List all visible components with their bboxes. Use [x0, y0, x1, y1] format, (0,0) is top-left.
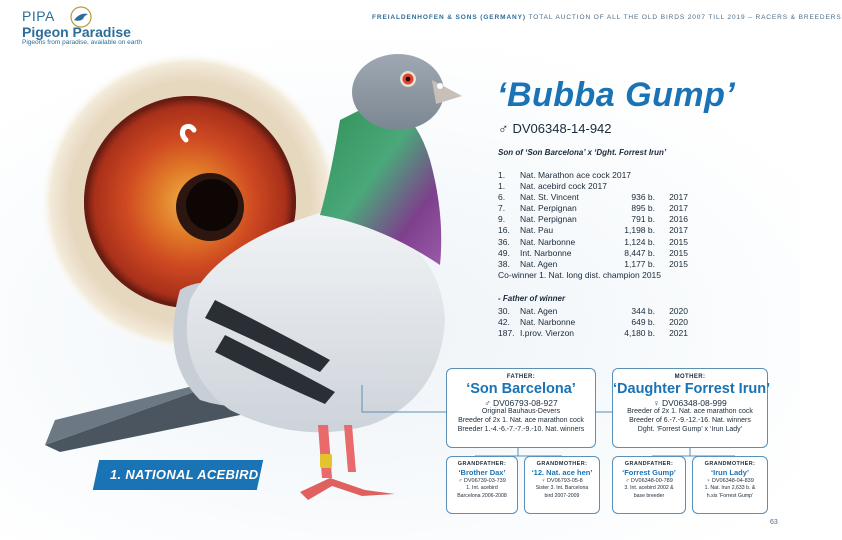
- result-row: [498, 248, 688, 259]
- result-race: Nat. St. Vincent: [520, 192, 579, 203]
- grandparent-label: GRANDMOTHER:: [704, 461, 756, 467]
- result-rank: 38.: [498, 258, 510, 269]
- result-rank: 16.: [498, 225, 510, 236]
- result-year: 2017: [669, 192, 688, 203]
- female-symbol-icon: ♀: [541, 478, 546, 484]
- result-year: 2020: [669, 317, 688, 328]
- father-of-winner-heading: - Father of winner: [498, 294, 566, 303]
- grandparent-label: GRANDMOTHER:: [536, 461, 588, 467]
- maternal-grandfather-card[interactable]: [612, 456, 686, 514]
- result-race: Int. Narbonne: [520, 247, 572, 258]
- male-symbol-icon: ♂: [458, 478, 463, 484]
- result-row: [498, 259, 688, 270]
- father-note: Breeder 1.-4.-6.-7.-7.-9.-10. Nat. winners: [457, 425, 585, 433]
- header-breeder: FREIALDENHOFEN & SONS (GERMANY): [372, 14, 526, 21]
- result-year: 2016: [669, 214, 688, 225]
- grandparent-ring: [447, 478, 517, 484]
- grandparent-name: ‘Brother Dax’: [458, 468, 506, 477]
- grandparent-label: GRANDFATHER:: [457, 461, 507, 467]
- result-birds: 649 b.: [631, 317, 655, 328]
- result-race: Nat. Marathon ace cock 2017: [520, 170, 632, 180]
- result-race: I.prov. Vierzon: [520, 328, 575, 339]
- result-rank: 1.: [498, 170, 506, 180]
- result-race: Nat. Agen: [520, 258, 558, 269]
- mother-note: Dght. ‘Forrest Gump’ x ‘Irun Lady’: [637, 425, 743, 433]
- result-race: Nat. Pau: [520, 225, 554, 236]
- mother-ring: [613, 398, 767, 408]
- bird-ring-line: [498, 120, 612, 136]
- result-year: 2015: [669, 258, 688, 269]
- page-number: 63: [770, 519, 778, 526]
- result-year: 2020: [669, 306, 688, 316]
- result-row: [498, 317, 688, 328]
- grandparent-ring-number: DV06793-05-8: [546, 478, 583, 484]
- result-row: [498, 192, 688, 203]
- logo-name: Pigeon Paradise: [22, 24, 131, 40]
- result-year: 2015: [669, 236, 688, 247]
- result-year: 2015: [669, 247, 688, 258]
- bird-ring-number: DV06348-14-942: [512, 121, 612, 136]
- result-race: Nat. Perpignan: [520, 203, 577, 214]
- grandparent-ring: [613, 478, 685, 484]
- father-ring: [447, 398, 595, 408]
- grandparent-name: ‘Irun Lady’: [711, 468, 749, 477]
- mother-label: MOTHER:: [674, 374, 706, 380]
- father-note: Breeder of 2x 1. Nat. ace marathon cock: [458, 416, 584, 424]
- grandparent-note: Barcelona 2006-2008: [457, 492, 507, 499]
- grandparent-note: 1. Int. acebird: [466, 485, 498, 491]
- male-symbol-icon: ♂: [484, 398, 491, 408]
- grandparent-ring: [525, 478, 599, 484]
- male-symbol-icon: ♂: [498, 120, 509, 136]
- grandparent-note: 3. Int. acebird 2002 &: [624, 485, 674, 491]
- result-row: [498, 181, 688, 192]
- result-rank: 30.: [498, 306, 510, 316]
- result-birds: 344 b.: [631, 306, 655, 316]
- female-symbol-icon: ♀: [653, 398, 660, 408]
- parentage-line: Son of ‘Son Barcelona’ x ‘Dght. Forrest Irun’: [498, 148, 667, 157]
- result-race: Nat. acebird cock 2017: [520, 181, 607, 192]
- result-year: 2017: [669, 225, 688, 236]
- result-race: Nat. Narbonne: [520, 236, 576, 247]
- grandparent-ring-number: DV06348-04-839: [711, 478, 754, 484]
- mother-name: ‘Daughter Forrest Irun’: [613, 381, 771, 397]
- grandparent-note: h.sis ‘Forrest Gump’: [706, 492, 754, 499]
- result-birds: 791 b.: [631, 214, 655, 225]
- mother-card[interactable]: [612, 368, 771, 448]
- male-symbol-icon: ♂: [625, 478, 630, 484]
- result-rank: 9.: [498, 214, 506, 225]
- mother-note: Breeder of 6.-7.-9.-12.-16. Nat. winners: [629, 416, 751, 424]
- mother-note: Breeder of 2x 1. Nat. ace marathon cock: [627, 408, 753, 415]
- paternal-grandfather-card[interactable]: [446, 456, 518, 514]
- header-auction: TOTAL AUCTION OF ALL THE OLD BIRDS 2007 TILL 2019 – RACERS & BREEDERS: [528, 14, 842, 21]
- grandparent-label: GRANDFATHER:: [624, 461, 674, 467]
- result-row: [498, 306, 688, 317]
- offspring-results: [498, 306, 688, 339]
- result-birds: 895 b.: [631, 203, 655, 214]
- result-rank: 7.: [498, 203, 506, 214]
- logo-brand: PIPA: [22, 8, 55, 24]
- result-row: [498, 170, 688, 181]
- paternal-grandmother-card[interactable]: [524, 456, 600, 514]
- result-race: Nat. Agen: [520, 306, 558, 316]
- result-row: [498, 328, 688, 339]
- result-rank: 187.: [498, 328, 515, 339]
- bird-name: ‘Bubba Gump’: [497, 76, 736, 114]
- result-birds: 1,198 b.: [624, 225, 655, 236]
- result-row: [498, 225, 688, 236]
- grandparent-note: 1. Nat. Irun 2,633 b. &: [704, 485, 756, 491]
- female-symbol-icon: ♀: [706, 478, 711, 484]
- result-rank: 42.: [498, 317, 510, 328]
- acebird-badge-text: 1. NATIONAL ACEBIRD: [110, 467, 259, 482]
- result-rank: 6.: [498, 192, 506, 203]
- result-row: [498, 203, 688, 214]
- father-note: Original Bauhaus-Devers: [481, 408, 561, 415]
- father-ring-number: DV06793-08-927: [493, 398, 558, 408]
- grandparent-note: bird 2007-2009: [544, 492, 580, 499]
- result-year: 2017: [669, 203, 688, 214]
- grandparent-ring-number: DV06739-03-739: [463, 478, 506, 484]
- result-race: Nat. Perpignan: [520, 214, 577, 225]
- result-birds: 936 b.: [631, 192, 655, 203]
- result-race: Nat. Narbonne: [520, 317, 576, 328]
- father-label: FATHER:: [506, 374, 536, 380]
- grandparent-name: ‘12. Nat. ace hen’: [531, 468, 593, 477]
- father-name: ‘Son Barcelona’: [466, 381, 576, 397]
- maternal-grandmother-card[interactable]: [692, 456, 768, 514]
- result-birds: 1,177 b.: [624, 258, 655, 269]
- grandparent-ring: [693, 478, 767, 484]
- result-rank: 36.: [498, 236, 510, 247]
- result-year: 2021: [669, 328, 688, 339]
- grandparent-note: Sister 3. Int. Barcelona: [535, 485, 589, 491]
- result-birds: 1,124 b.: [624, 236, 655, 247]
- result-row: [498, 237, 688, 248]
- co-winner-line: Co-winner 1. Nat. long dist. champion 2015: [498, 270, 662, 280]
- logo-tagline: Pigeons from paradise, available on earth: [22, 39, 142, 46]
- result-birds: 8,447 b.: [624, 247, 655, 258]
- result-row: [498, 214, 688, 225]
- result-rank: 49.: [498, 247, 510, 258]
- father-card[interactable]: [446, 368, 596, 448]
- grandparent-name: ‘Forrest Gump’: [622, 468, 676, 477]
- mother-ring-number: DV06348-08-999: [662, 398, 727, 408]
- grandparent-ring-number: DV06348-00-789: [630, 478, 673, 484]
- race-results: [498, 170, 688, 270]
- grandparent-note: base breeder: [633, 492, 665, 499]
- result-rank: 1.: [498, 181, 506, 192]
- result-birds: 4,180 b.: [624, 328, 655, 339]
